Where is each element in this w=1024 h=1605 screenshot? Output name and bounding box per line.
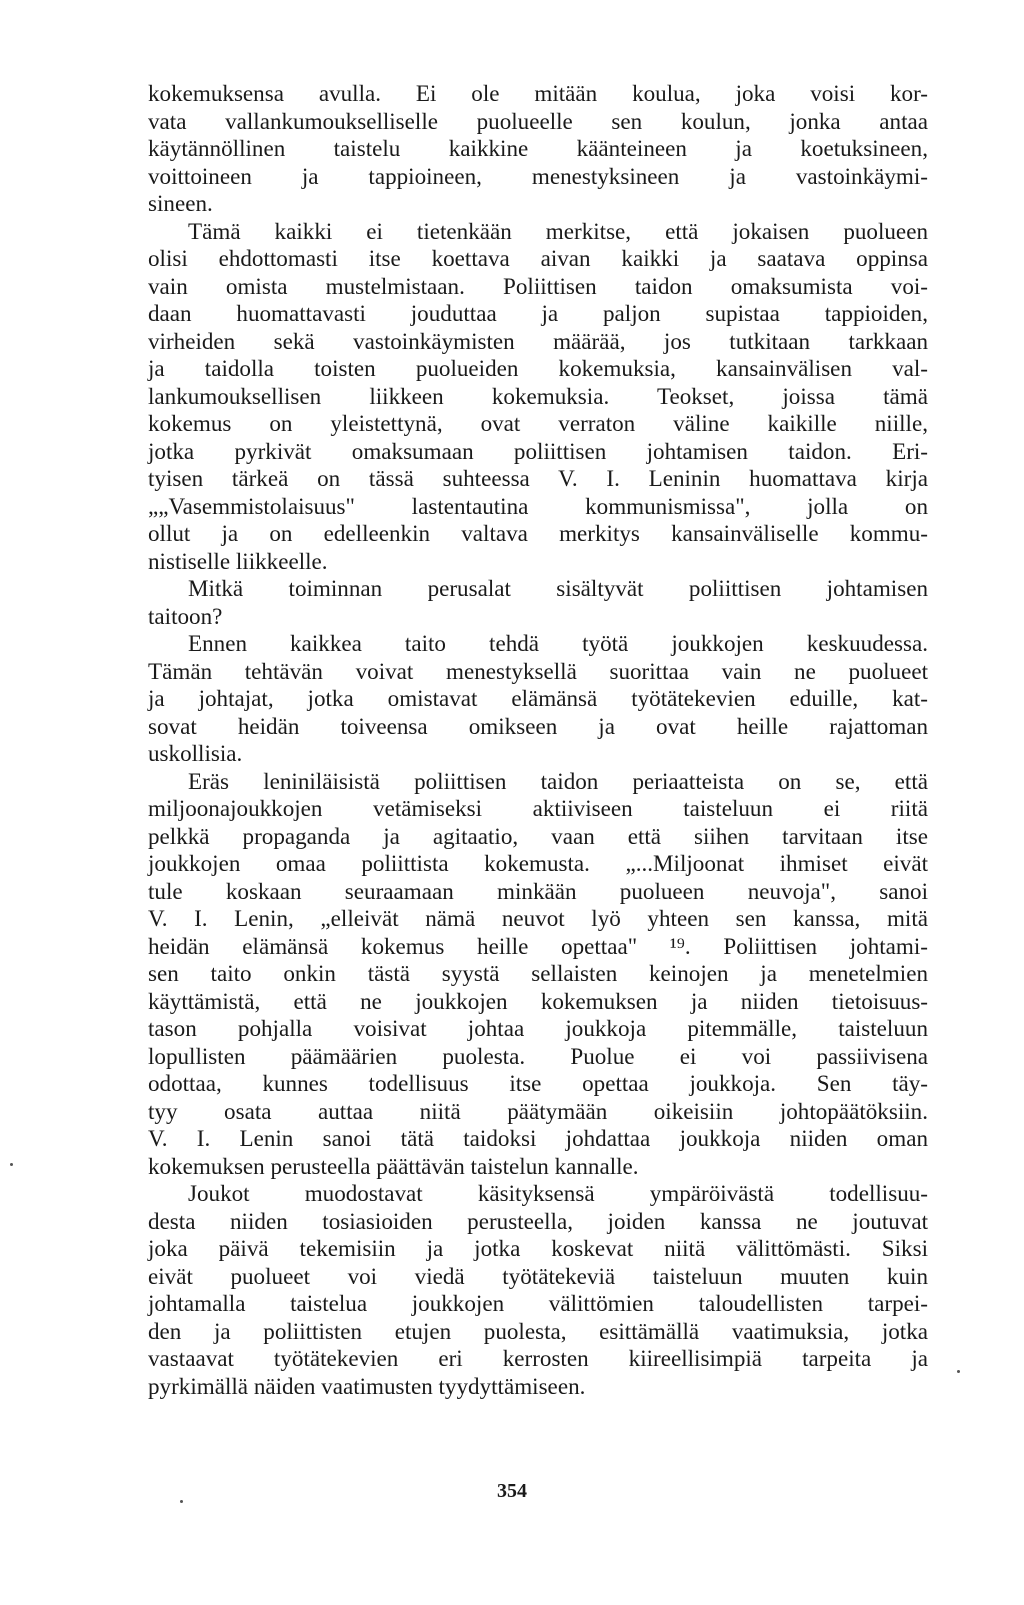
- text-line: tule koskaan seuraamaan minkään puolueen neuvoja", sanoi: [148, 877, 928, 904]
- text-line: vastaavat työtätekevien eri kerrosten kiireellisimpiä tarpeita ja: [148, 1345, 928, 1371]
- text-line: nistiselle liikkeelle.: [148, 547, 328, 574]
- text-line: Joukot muodostavat käsityksensä ympäröivästä todellisuu-: [188, 1180, 928, 1206]
- text-line: V. I. Lenin sanoi tätä taidoksi johdattaa joukkoja niiden oman: [148, 1125, 928, 1151]
- text-line: Tämä kaikki ei tietenkään merkitse, että jokaisen puolueen: [188, 217, 928, 244]
- text-line: olisi ehdottomasti itse koettava aivan kaikki ja saatava oppinsa: [148, 245, 928, 271]
- text-line: daan huomattavasti jouduttaa ja paljon supistaa tappioiden,: [148, 300, 928, 326]
- text-line: johtamalla taistelua joukkojen välittömien taloudellisten tarpei-: [148, 1290, 928, 1316]
- text-line: heidän elämänsä kokemus heille opettaa" ¹⁹. Poliittisen johtami-: [148, 932, 928, 959]
- text-line: pelkkä propaganda ja agitaatio, vaan että siihen tarvitaan itse: [148, 822, 928, 849]
- scan-speck: [180, 1500, 183, 1503]
- text-line: uskollisia.: [148, 740, 243, 766]
- text-line: Mitkä toiminnan perusalat sisältyvät poliittisen johtamisen: [188, 575, 928, 601]
- text-line: odottaa, kunnes todellisuus itse opettaa joukkoja. Sen täy-: [148, 1070, 928, 1096]
- text-line: kokemuksen perusteella päättävän taistelun kannalle.: [148, 1152, 639, 1179]
- text-line: „„Vasemmistolaisuus" lastentautina kommunismissa", jolla on: [148, 492, 928, 519]
- text-line: vata vallankumoukselliselle puolueelle sen koulun, jonka antaa: [148, 107, 928, 134]
- text-line: käyttämistä, että ne joukkojen kokemuksen ja niiden tietoisuus-: [148, 987, 928, 1014]
- page-body: [148, 80, 928, 1400]
- text-line: Eräs leniniläisistä poliittisen taidon periaatteista on se, että: [188, 767, 928, 794]
- text-line: joukkojen omaa poliittista kokemusta. „...Miljoonat ihmiset eivät: [148, 850, 928, 876]
- text-line: vain omista mustelmistaan. Poliittisen taidon omaksumista voi-: [148, 272, 928, 299]
- text-line: desta niiden tosiasioiden perusteella, joiden kanssa ne joutuvat: [148, 1207, 928, 1234]
- text-line: jotka pyrkivät omaksumaan poliittisen johtamisen taidon. Eri-: [148, 437, 928, 464]
- text-line: kokemus on yleistettynä, ovat verraton väline kaikille niille,: [148, 410, 928, 436]
- text-line: sineen.: [148, 190, 213, 216]
- text-line: ollut ja on edelleenkin valtava merkitys kansainväliselle kommu-: [148, 520, 928, 546]
- scan-speck: [10, 1163, 13, 1166]
- text-line: eivät puolueet voi viedä työtätekeviä taisteluun muuten kuin: [148, 1262, 928, 1289]
- scan-speck: [957, 1370, 960, 1373]
- text-line: virheiden sekä vastoinkäymisten määrää, jos tutkitaan tarkkaan: [148, 327, 928, 354]
- text-line: taitoon?: [148, 602, 223, 629]
- text-line: käytännöllinen taistelu kaikkine käänteineen ja koetuksineen,: [148, 135, 928, 161]
- text-line: den ja poliittisten etujen puolesta, esittämällä vaatimuksia, jotka: [148, 1317, 928, 1344]
- text-line: tyy osata auttaa niitä päätymään oikeisiin johtopäätöksiin.: [148, 1097, 928, 1124]
- text-line: tyisen tärkeä on tässä suhteessa V. I. Leninin huomattava kirja: [148, 465, 928, 491]
- text-line: miljoonajoukkojen vetämiseksi aktiiviseen taisteluun ei riitä: [148, 795, 928, 821]
- text-line: ja johtajat, jotka omistavat elämänsä työtätekevien eduille, kat-: [148, 685, 928, 711]
- text-line: kokemuksensa avulla. Ei ole mitään koulua, joka voisi kor-: [148, 80, 928, 106]
- text-line: tason pohjalla voisivat johtaa joukkoja pitemmälle, taisteluun: [148, 1015, 928, 1041]
- text-line: lankumouksellisen liikkeen kokemuksia. Teokset, joissa tämä: [148, 382, 928, 409]
- text-line: pyrkimällä näiden vaatimusten tyydyttämiseen.: [148, 1372, 586, 1399]
- page-number: 354: [497, 1480, 527, 1502]
- text-line: sovat heidän toiveensa omikseen ja ovat heille rajattoman: [148, 712, 928, 739]
- text-line: Tämän tehtävän voivat menestyksellä suorittaa vain ne puolueet: [148, 657, 928, 684]
- text-line: ja taidolla toisten puolueiden kokemuksia, kansainvälisen val-: [148, 355, 928, 381]
- text-line: Ennen kaikkea taito tehdä työtä joukkojen keskuudessa.: [188, 630, 928, 656]
- text-line: joka päivä tekemisiin ja jotka koskevat niitä välittömästi. Siksi: [148, 1235, 928, 1261]
- text-line: lopullisten päämäärien puolesta. Puolue ei voi passiivisena: [148, 1042, 928, 1069]
- text-line: V. I. Lenin, „elleivät nämä neuvot lyö yhteen sen kanssa, mitä: [148, 905, 928, 931]
- text-line: voittoineen ja tappioineen, menestyksineen ja vastoinkäymi-: [148, 162, 928, 189]
- text-line: sen taito onkin tästä syystä sellaisten keinojen ja menetelmien: [148, 960, 928, 986]
